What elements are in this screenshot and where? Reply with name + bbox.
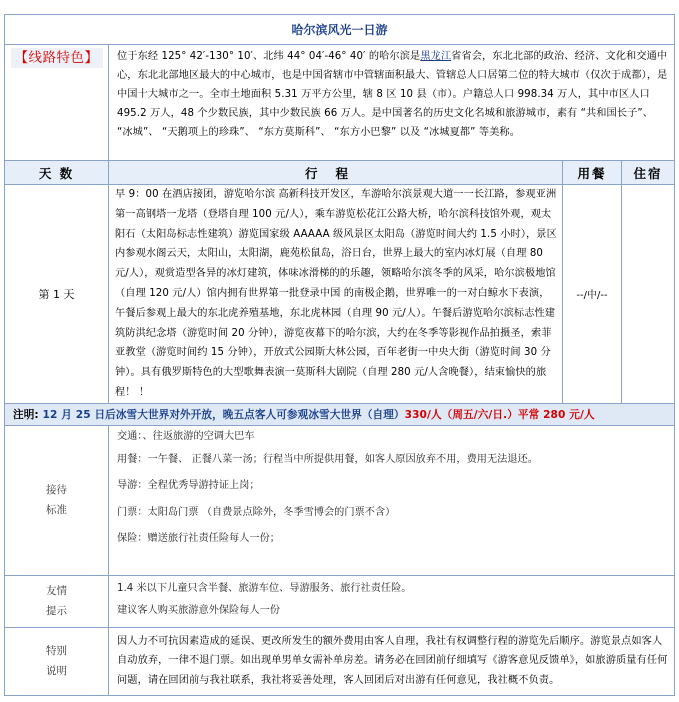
- reception-details: [109, 425, 675, 575]
- notice-label: 注明:: [13, 408, 39, 421]
- day1-itinerary: 早 9：00 在酒店接团，游览哈尔滨 高新科技开发区，车游哈尔滨景观大道一一长江路，参观亚洲第一高钢塔一龙塔（登塔自理 100 元/人），乘车游览松花江公路大桥，哈尔滨科技馆外观，观太阳石（太阳岛标志性建筑）游览国家级 AAAAA 级风景区太阳岛（游览时间大约 1.5 小时），景区内参观水阁云天，太阳山，太阳湖，鹿苑松鼠岛，浴日台，世界上最大的室内冰灯展（自理 80 元/人），观赏造型各异的冰灯建筑，体味冰滑梯的的乐趣，领略哈尔滨冬季的风采，哈尔滨极地馆（自理 120 元/人）馆内拥有世界第一批登录中国 的南极企鹅，世界唯一的一对白鲸水下表演，午餐后参观上最大的东北虎养殖基地，东北虎林园（自理 90 元/人）。午餐后游览哈尔滨标志性建筑防洪纪念塔（游览时间 20 分钟），游览夜幕下的哈尔滨，大约在冬季等影视作品拍摄圣，索菲亚教堂（游览时间约 15 分钟），开放式公园斯大林公园，百年老街一中央大街（游览时间 30 分钟）。具有俄罗斯特色的大型歌舞表演一莫斯科大剧院（自理 280 元/人含晚餐），结束愉快的旅程！ ！: [109, 185, 563, 404]
- guide-line: 导游：全程优秀导游持证上岗；: [117, 480, 260, 492]
- transport-line: 交通：、往返旅游的空调大巴车: [117, 430, 255, 442]
- intro-text-before: 位于东经 125° 42′-130° 10′、北纬 44° 04′-46° 40′ 的哈尔滨是: [117, 51, 421, 62]
- intro-text-after: 省省会，东北北部的政治、经济、文化和交通中心，东北北部地区最大的中心城市，也是中国省辖市中管辖面积最大、管辖总人口居第二位的特大城市（仅次于成都），是中国十大城市之一。全市土地面积 5.31 万平方公里，辖 8 区 10 县（市）。户籍总人口 998.34 万人，其中市区人口 495.2 万人，48 个少数民族，其中少数民族 66 万人。是中国著名的历史文化名城和旅游城市，素有 “共和国长子”、 “冰城”、 “天鹅项上的珍珠”、 “东方莫斯科”、 “东方小巴黎” 以及 “冰城夏都” 等美称。: [117, 51, 668, 138]
- reception-label-line1: 接待: [46, 484, 67, 497]
- header-lodging: 住宿: [622, 161, 675, 185]
- tour-title: 哈尔滨风光一日游: [5, 15, 675, 45]
- tips-label: [5, 575, 109, 627]
- header-itinerary: 行程: [109, 161, 563, 185]
- day1-meals: --/中/--: [563, 185, 622, 404]
- tip-insurance: 建议客人购买旅游意外保险每人一份: [117, 604, 280, 616]
- route-tag: 【线路特色】: [11, 48, 103, 68]
- tips-details: [109, 575, 675, 627]
- special-details: 因人力不可抗因素造成的延误、更改所发生的额外费用由客人自理，我社有权调整行程的游览先后顺序。游览景点如客人自动放弃，一律不退门票。如出现单男单女需补单房差。请务必在回团前仔细填写《游客意见反馈单》，如旅游质量有任何问题，请在回团前与我社联系，我社将妥善处理，客人回团后对出游有任何意见，我社概不负责。: [109, 627, 675, 695]
- special-label-line2: 说明: [46, 665, 67, 678]
- notice-price: 330/人（周五/六/日.）平常 280 元/人: [404, 408, 595, 421]
- tip-child: 1.4 米以下儿童只含半餐、旅游车位、导游服务、旅行社责任险。: [117, 582, 412, 594]
- tips-label-line1: 友情: [46, 585, 67, 598]
- tour-table: [4, 14, 675, 696]
- meals-line: 用餐：一午餐、 正餐八菜一汤；行程当中所提供用餐，如客人原因放弃不用，费用无法退还。: [117, 453, 538, 465]
- route-tag-cell: [5, 45, 109, 161]
- city-intro: [109, 45, 675, 161]
- tickets-line: 门票：太阳岛门票 （自费景点除外，冬季雪博会的门票不含）: [117, 506, 396, 518]
- day1-lodging: [622, 185, 675, 404]
- insurance-line: 保险：赠送旅行社责任险每人一份；: [117, 533, 280, 545]
- reception-label-line2: 标准: [46, 504, 67, 517]
- reception-label: [5, 425, 109, 575]
- day-label: 第 1 天: [5, 185, 109, 404]
- tips-label-line2: 提示: [46, 605, 67, 618]
- header-day: 天 数: [5, 161, 109, 185]
- notice-row: [5, 403, 675, 425]
- special-label-line1: 特别: [46, 645, 67, 658]
- notice-text: 12 月 25 日后冰雪大世界对外开放，晚五点客人可参观冰雪大世界（自理）: [42, 408, 405, 421]
- heilongjiang-link[interactable]: 黑龙江: [420, 51, 452, 62]
- header-meals: 用餐: [563, 161, 622, 185]
- special-label: [5, 627, 109, 695]
